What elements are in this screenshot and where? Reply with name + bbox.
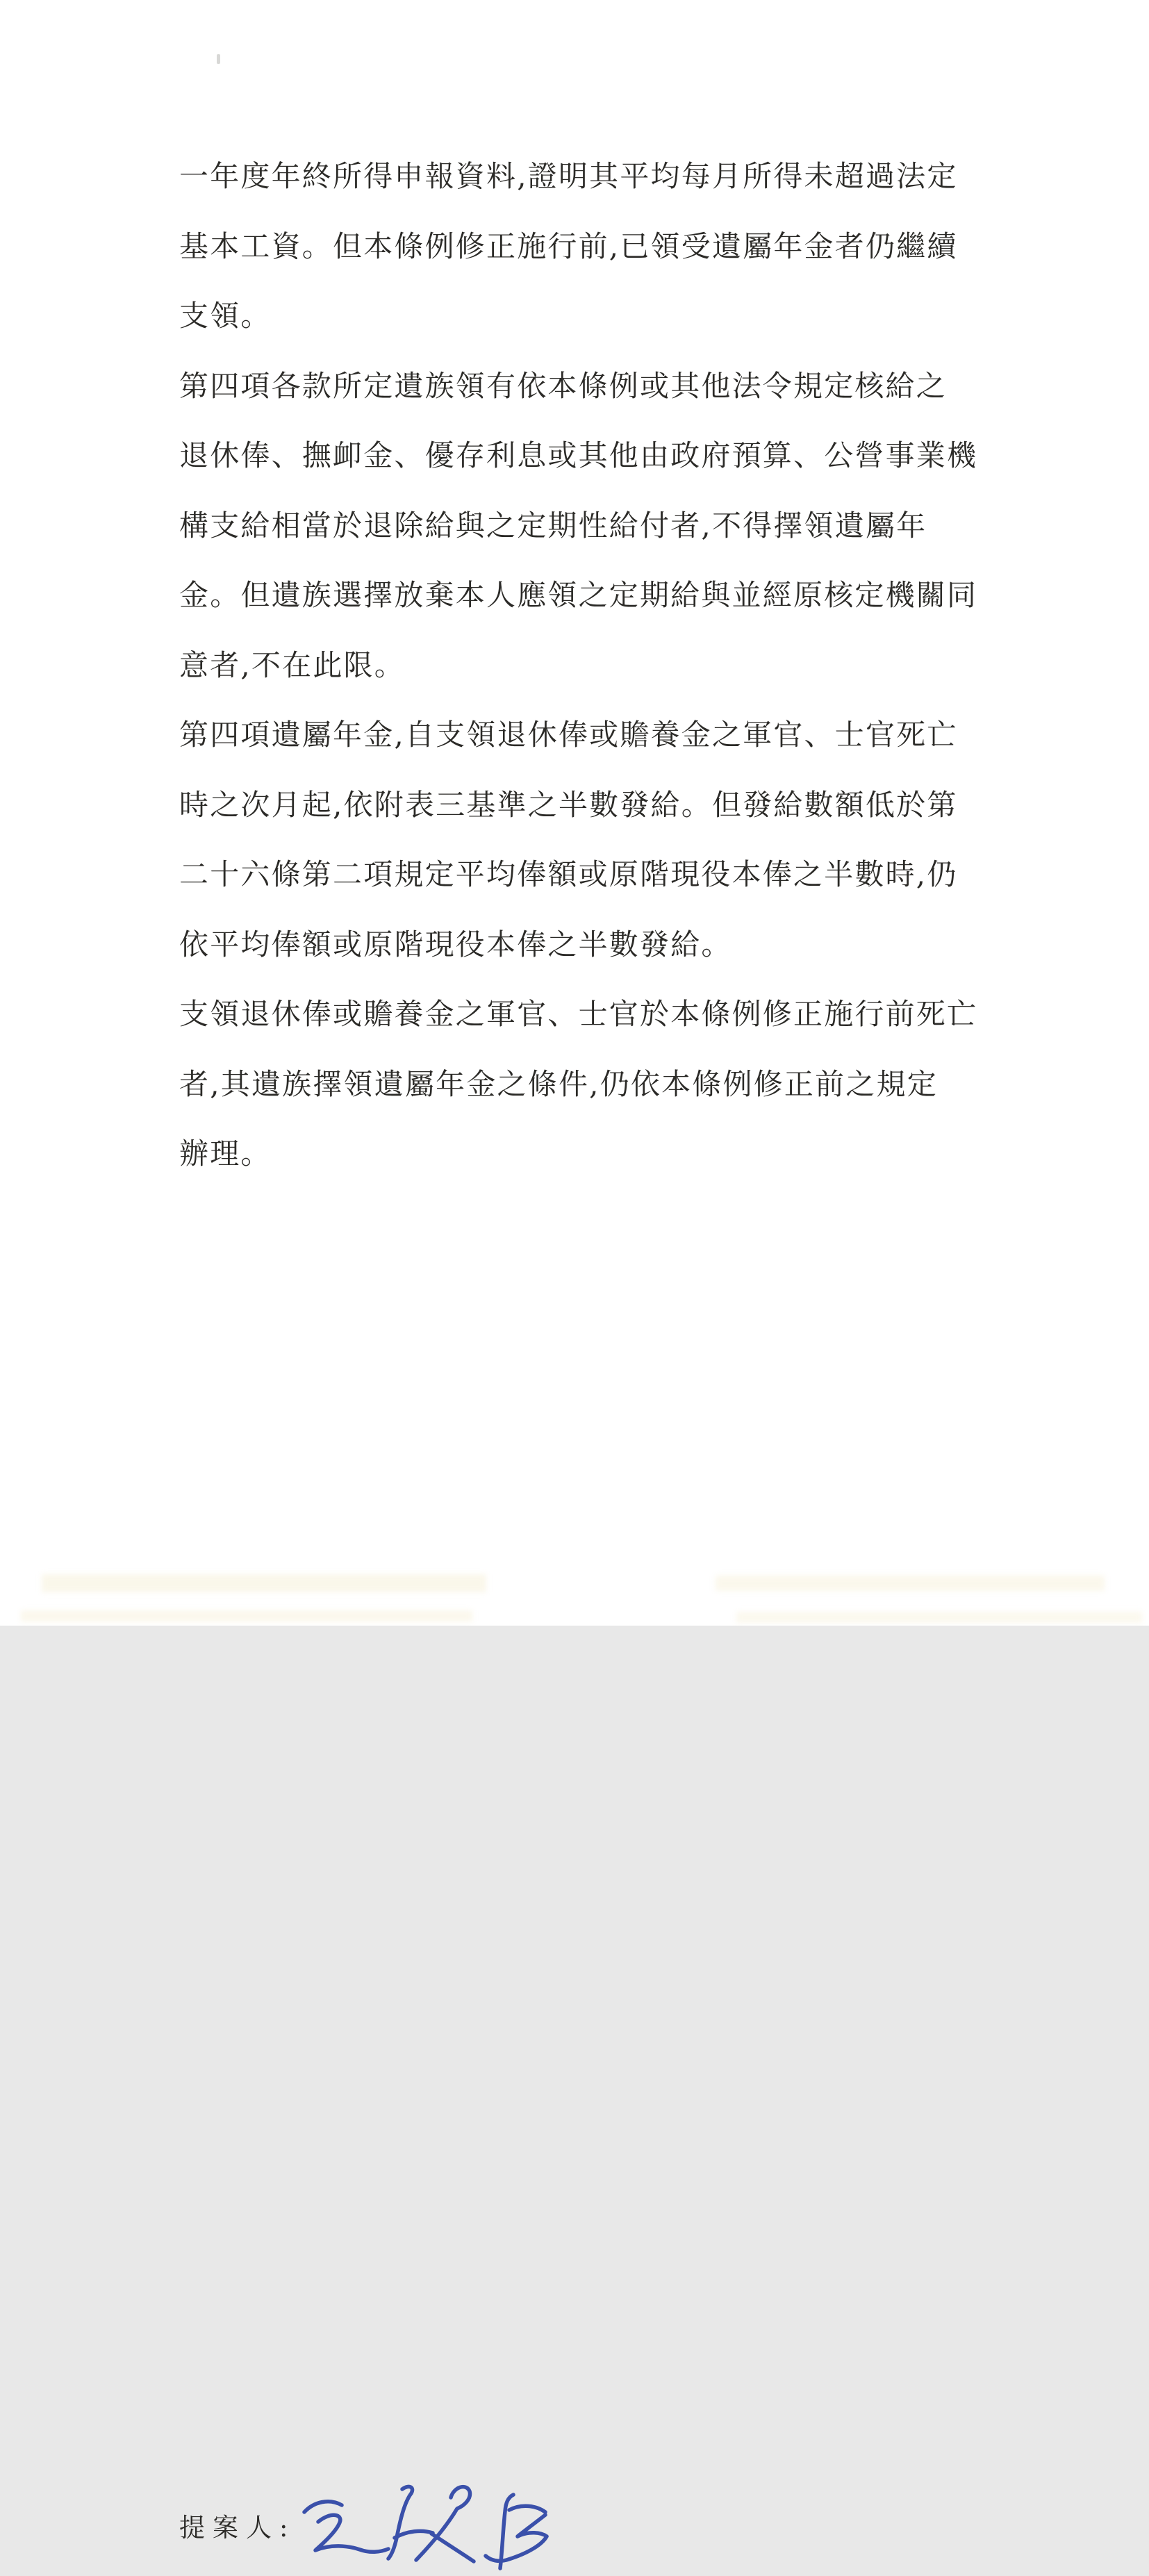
- text-line-3: 支領。: [179, 299, 272, 333]
- text-line-14: 者,其遺族擇領遺屬年金之條件,仍依本條例修正前之規定: [179, 1066, 938, 1101]
- bleedthrough-ghost: [21, 1610, 472, 1621]
- signature-row: [0, 1237, 1149, 2543]
- bleedthrough-ghost: [716, 1576, 1105, 1591]
- proposer-label: 提案人:: [179, 2513, 296, 2543]
- text-line-8: 意者,不在此限。: [179, 647, 405, 682]
- text-line-12: 依平均俸額或原階現役本俸之半數發給。: [179, 927, 732, 961]
- text-line-13: 支領退休俸或贍養金之軍官、士官於本條例修正施行前死亡: [179, 997, 978, 1031]
- text-line-5: 退休俸、撫卹金、優存利息或其他由政府預算、公營事業機: [179, 438, 978, 472]
- text-line-15: 辦理。: [179, 1137, 272, 1171]
- signature-ink-icon: [297, 2477, 561, 2576]
- text-line-2: 基本工資。但本條例修正施行前,已領受遺屬年金者仍繼續: [179, 229, 958, 263]
- body-text: [179, 142, 1020, 1189]
- text-line-7: 金。但遺族選擇放棄本人應領之定期給與並經原核定機關同: [179, 578, 978, 612]
- text-line-6: 構支給相當於退除給與之定期性給付者,不得擇領遺屬年: [179, 508, 927, 543]
- text-line-10: 時之次月起,依附表三基準之半數發給。但發給數額低於第: [179, 787, 958, 822]
- bleedthrough-ghost: [736, 1612, 1142, 1623]
- text-line-11: 二十六條第二項規定平均俸額或原階現役本俸之半數時,仍: [179, 857, 958, 891]
- bleedthrough-ghost: [42, 1574, 486, 1592]
- text-line-1: 一年度年終所得申報資料,證明其平均每月所得未超過法定: [179, 159, 958, 193]
- text-line-9: 第四項遺屬年金,自支領退休俸或贍養金之軍官、士官死亡: [179, 718, 958, 752]
- scan-speck: [217, 54, 220, 64]
- signature-handwriting: [297, 2477, 561, 2576]
- text-line-4: 第四項各款所定遺族領有依本條例或其他法令規定核給之: [179, 368, 948, 403]
